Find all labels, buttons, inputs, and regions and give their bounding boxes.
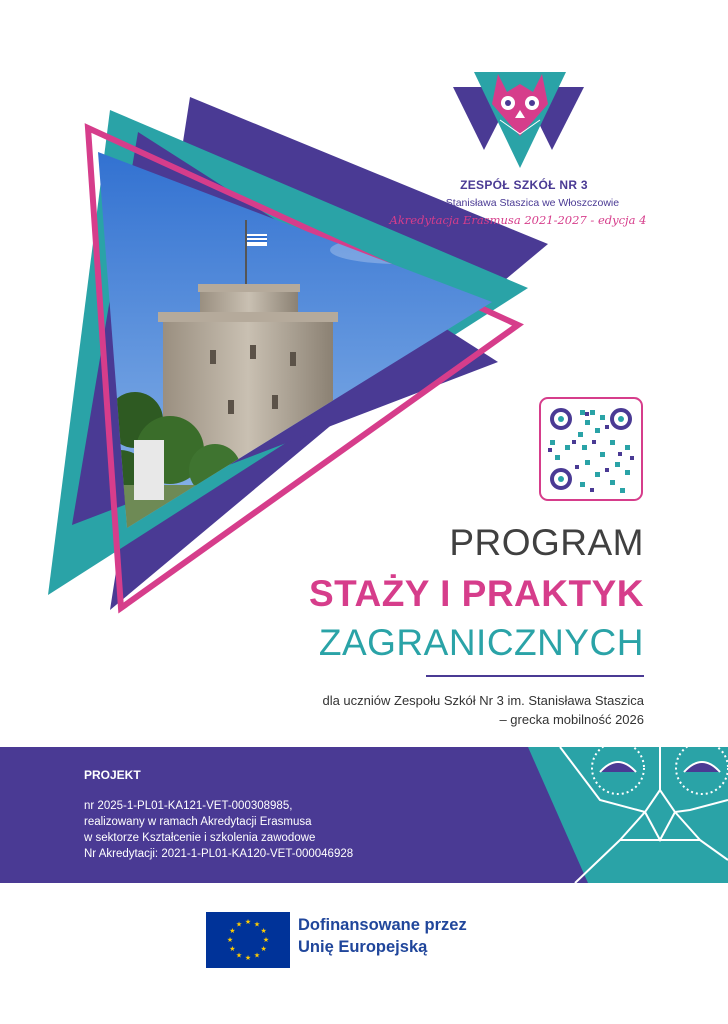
project-line: nr 2025-1-PL01-KA121-VET-000308985,	[84, 800, 293, 812]
eu-funding-line-1: Dofinansowane przez	[298, 916, 467, 934]
project-details	[84, 798, 353, 862]
eu-flag-icon	[206, 912, 290, 968]
project-line: Nr Akredytacji: 2021-1-PL01-KA120-VET-000046928	[84, 848, 354, 860]
title-line-3: ZAGRANICZNYCH	[318, 622, 644, 663]
svg-text:★: ★	[253, 951, 261, 960]
svg-text:★: ★	[262, 936, 270, 944]
project-line: realizowany w ramach Akredytacji Erasmusa	[84, 816, 312, 828]
eu-funding-line-2: Unię Europejską	[298, 938, 428, 956]
accreditation-label: Akredytacja Erasmusa 2021-2027 - edycja 4	[389, 213, 647, 227]
description	[322, 691, 644, 729]
svg-text:★: ★	[260, 945, 267, 953]
description-line-1: dla uczniów Zespołu Szkół Nr 3 im. Stanisława Staszica	[322, 693, 644, 708]
svg-text:★: ★	[244, 918, 252, 926]
description-line-2: – grecka mobilność 2026	[499, 712, 644, 727]
svg-text:★: ★	[235, 920, 243, 929]
project-label: PROJEKT	[84, 768, 141, 782]
title-line-1: PROGRAM	[449, 522, 644, 563]
owl-logo-icon	[453, 72, 584, 168]
svg-text:★: ★	[229, 945, 236, 953]
qr-code-icon	[540, 398, 642, 500]
svg-text:★: ★	[229, 927, 236, 935]
svg-text:★: ★	[244, 954, 252, 962]
svg-text:★: ★	[235, 951, 243, 960]
title-divider	[426, 675, 644, 677]
school-subtitle: im. Stanisława Staszica we Włoszczowie	[428, 197, 620, 209]
svg-text:★: ★	[253, 920, 261, 929]
school-name: ZESPÓŁ SZKÓŁ NR 3	[460, 178, 588, 192]
eu-funding-text	[298, 914, 467, 958]
title-line-2: STAŻY I PRAKTYK	[308, 573, 644, 614]
svg-text:★: ★	[260, 927, 267, 935]
project-line: w sektorze Kształcenie i szkolenia zawodowe	[84, 832, 316, 844]
svg-text:★: ★	[226, 936, 234, 944]
